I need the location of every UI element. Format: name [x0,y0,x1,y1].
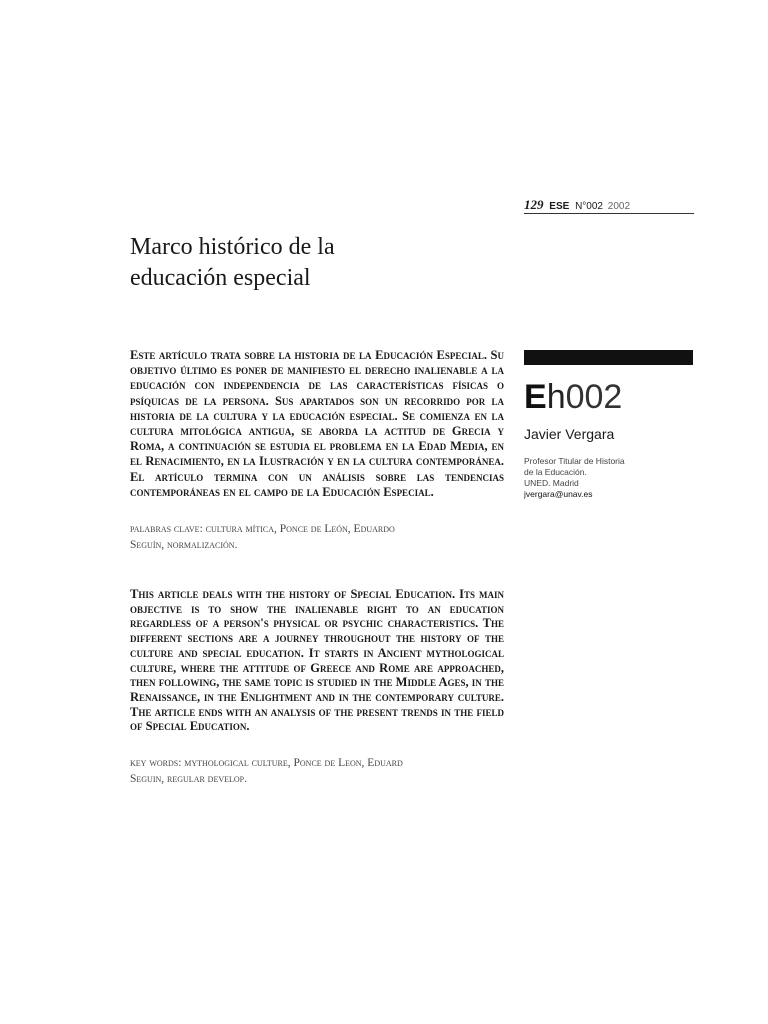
article-code-prefix-rest: h [546,378,566,416]
affiliation-line-1: Profesor Titular de Historia [524,456,625,466]
keywords-es-line-2: Seguín, normalización. [130,539,238,551]
page-number: 129 [524,197,544,212]
affiliation-line-3: UNED. Madrid [524,478,579,488]
journal-name: ESE [549,201,570,212]
article-code [524,377,622,417]
title-line-2: educación especial [130,265,311,291]
running-header [524,199,694,213]
issue-number: N°002 [575,201,603,212]
article-code-prefix: E [524,378,547,416]
abstract-english: This article deals with the history of Special Education. Its main objective is to show the inalienable right to an education regardless of a person's physical or psychic characteristics. The different sections are a journey throughout the history of the culture and special education. It starts in Ancient mythological culture, where the attitude of Greece and Rome are approached, then following, the same topic is studied in the Middle Ages, in the Renaissance, in the Enlightment and in the contemporary culture. The article ends with an analysis of the present trends in the field of Special Education. [130,587,504,734]
affiliation-line-2: de la Educación. [524,467,587,477]
title-line-1: Marco histórico de la [130,234,335,260]
author-email: jvergara@unav.es [524,489,593,499]
author-name: Javier Vergara [524,426,615,442]
article-title [130,232,510,294]
keywords-en-line-1: key words: mythological culture, Ponce de Leon, Eduard [130,757,403,769]
keywords-spanish [130,521,504,553]
author-affiliation [524,456,694,500]
keywords-english [130,755,504,787]
abstract-spanish: Este artículo trata sobre la historia de la Educación Especial. Su objetivo último es poner de manifiesto el derecho inalienable a la educación con independencia de las características físicas o psíquicas de la persona. Sus apartados son un recorrido por la historia de la cultura y la educación especial. Se comienza en la cultura mitológica antigua, se aborda la actitud de Grecia y Roma, a continuación se estudia el problema en la Edad Media, en el Renacimiento, en la Ilustración y en la cultura contemporánea. El artículo termina con un análisis sobre las tendencias contemporáneas en el campo de la Educación Especial. [130,348,504,499]
keywords-en-line-2: Seguin, regular develop. [130,773,247,785]
article-code-number: 002 [565,378,623,416]
issue-year: 2002 [607,201,631,212]
header-rule [524,213,694,214]
keywords-es-line-1: palabras clave: cultura mítica, Ponce de León, Eduardo [130,523,395,535]
sidebar-black-bar [524,350,693,365]
